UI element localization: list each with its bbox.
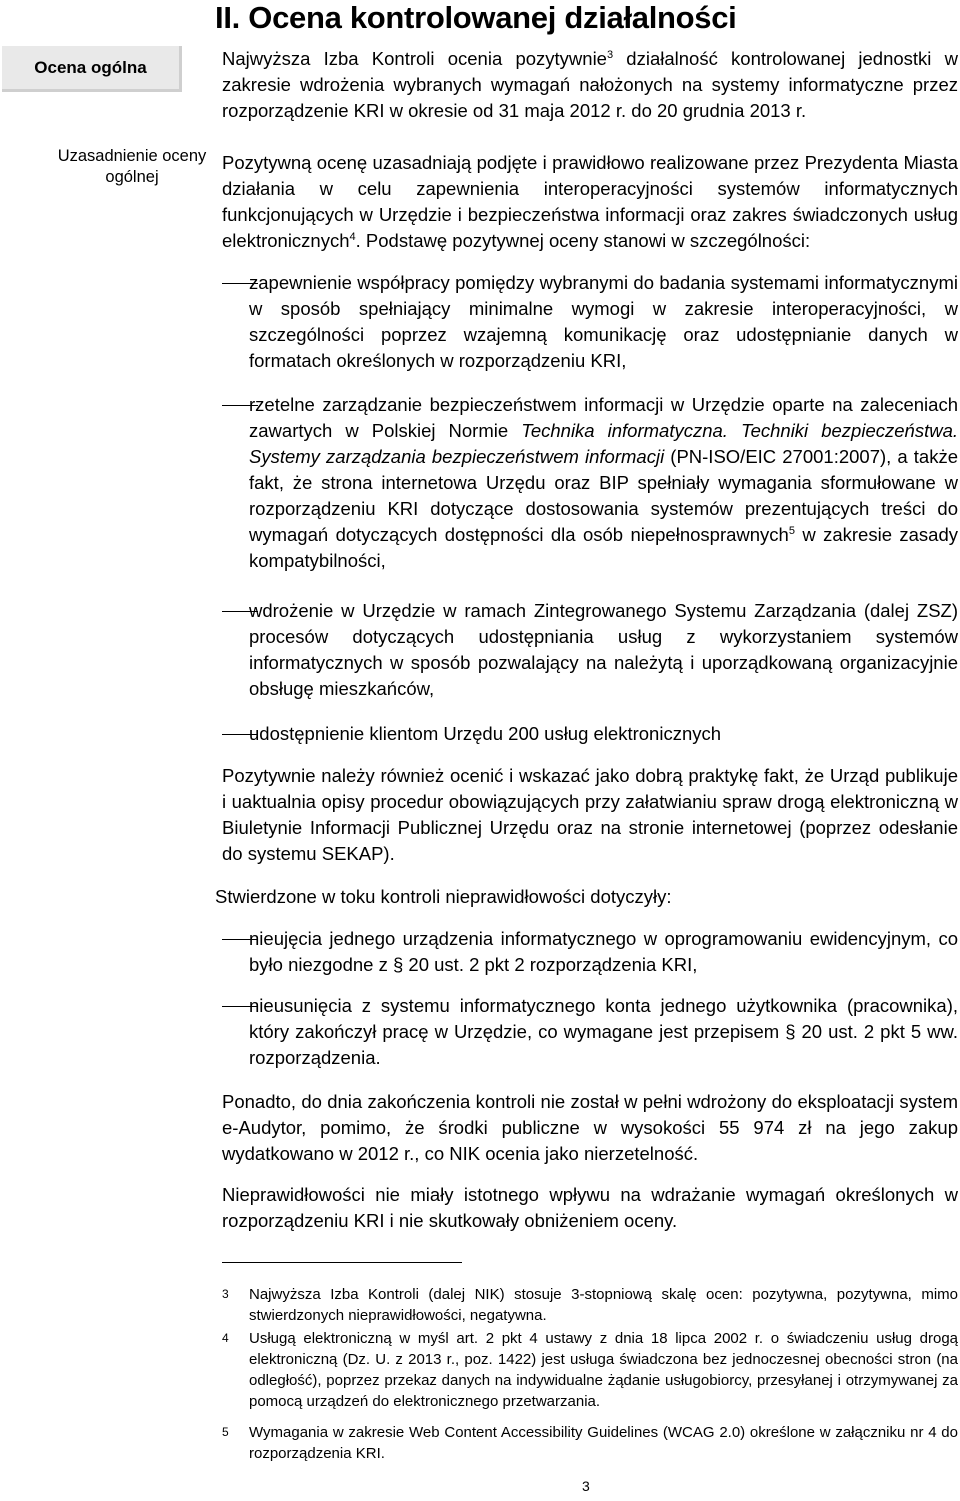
list-item: zapewnienie współpracy pomiędzy wybranymi do badania systemami informatycznymi w sposób spełniający minimalne wymogi w zakresie interoperacyjności, w szczególności poprzez wzajemną komunikację oraz udostępnianie danych w formatach określonych w rozporządzeniu KRI, <box>222 270 958 374</box>
footnote-number: 4 <box>222 1331 229 1345</box>
summary-label-box <box>2 46 182 92</box>
footnote-text: Wymagania w zakresie Web Content Accessibility Guidelines (WCAG 2.0) określone w załączniku nr 4 do rozporządzenia KRI. <box>249 1424 958 1462</box>
list-item: rzetelne zarządzanie bezpieczeństwem informacji w Urzędzie oparte na zaleceniach zawartych w Polskiej Normie Technika informatyczna. Techniki bezpieczeństwa. Systemy zarządzania bezpieczeństwem informacji (PN-ISO/EIC 27001:2007), a także fakt, że strona internetowa Urzędu oraz BIP spełniały wymagania sformułowane w rozporządzeniu KRI dotyczące dostosowania systemów prezentujących treści do wymagań dotyczących dostępności dla osób niepełnosprawnych$^5$ w zakresie zasady kompatybilności, <box>222 392 958 574</box>
dash-bullet <box>222 611 258 612</box>
justification-paragraph: Pozytywną ocenę uzasadniają podjęte i prawidłowo realizowane przez Prezydenta Miasta działania w celu zapewnienia interoperacyjności systemów informatycznych funkcjonujących w Urzędzie i bezpieczeństwa informacji oraz zakres świadczonych usług elektronicznych$^4$. Podstawę pozytywnej oceny stanowi w szczególności: <box>222 152 958 251</box>
list-item: nieusunięcia z systemu informatycznego konta jednego użytkownika (pracownika), który zakończył pracę w Urzędzie, co wymagane jest przepisem § 20 ust. 2 pkt 5 ww. rozporządzenia. <box>222 993 958 1071</box>
footnote-number: 3 <box>222 1287 229 1301</box>
dash-bullet <box>222 939 258 940</box>
footnote-ref-4: 4 <box>349 230 356 243</box>
footnote <box>222 1328 958 1412</box>
dash-bullet <box>222 283 258 284</box>
footnote-number: 5 <box>222 1425 229 1439</box>
dash-bullet <box>222 734 258 735</box>
footnote-ref-3: 3 <box>606 48 614 61</box>
footnote-ref-5: 5 <box>788 524 795 537</box>
good-practice-paragraph: Pozytywnie należy również ocenić i wskazać jako dobrą praktykę fakt, że Urząd publikuje i uaktualnia opisy procedur obowiązujących przy załatwianiu spraw drogą elektroniczną w Biuletynie Informacji Publicznej Urzędu oraz na stronie internetowej (poprzez odesłanie do systemu SEKAP). <box>222 765 958 864</box>
footnote <box>222 1284 958 1326</box>
footnote <box>222 1422 958 1464</box>
conclusion-paragraph-1: Ponadto, do dnia zakończenia kontroli nie został w pełni wdrożony do eksploatacji system e-Audytor, pomimo, że środki publiczne w wysokości 55 974 zł na jego zakup wydatkowano w 2012 r., co NIK ocenia jako nierzetelność. <box>222 1091 958 1164</box>
page-number: 3 <box>582 1478 590 1494</box>
list-item: udostępnienie klientom Urzędu 200 usług elektronicznych <box>222 721 958 747</box>
footnote-separator <box>222 1262 462 1263</box>
footnote-text: Usługą elektroniczną w myśl art. 2 pkt 4 ustawy z dnia 18 lipca 2002 r. o świadczeniu usług drogą elektroniczną (Dz. U. z 2013 r., poz. 1422) jest usługa świadczona bez jednoczesnej obecności stron (na odległość), poprzez przekaz danych na indywidualne żądanie usługobiorcy, przesyłanej i otrzymywanej za pomocą urządzeń do elektronicznego przetwarzania. <box>249 1330 958 1410</box>
dash-bullet <box>222 1006 258 1007</box>
justification-side-label: Uzasadnienie oceny ogólnej <box>57 147 207 186</box>
irregularities-heading: Stwierdzone w toku kontroli nieprawidłowości dotyczyły: <box>215 886 672 907</box>
conclusion-paragraph-2: Nieprawidłowości nie miały istotnego wpływu na wdrażanie wymagań określonych w rozporządzeniu KRI i nie skutkowały obniżeniem oceny. <box>222 1184 958 1231</box>
list-item: wdrożenie w Urzędzie w ramach Zintegrowanego Systemu Zarządzania (dalej ZSZ) procesów dotyczących udostępniania usług z wykorzystaniem systemów informatycznych w sposób pozwalający na należytą i uporządkowaną organizacyjnie obsługę mieszkańców, <box>222 598 958 702</box>
dash-bullet <box>222 405 258 406</box>
list-item: nieujęcia jednego urządzenia informatycznego w oprogramowaniu ewidencyjnym, co było niezgodne z § 20 ust. 2 pkt 2 rozporządzenia KRI, <box>222 926 958 978</box>
footnote-text: Najwyższa Izba Kontroli (dalej NIK) stosuje 3-stopniową skalę ocen: pozytywna, pozytywna, mimo stwierdzonych nieprawidłowości, negatywna. <box>249 1286 958 1324</box>
page-title: II. Ocena kontrolowanej działalności <box>215 0 737 35</box>
summary-label: Ocena ogólna <box>34 57 147 77</box>
intro-paragraph: Najwyższa Izba Kontroli ocenia pozytywnie$^3$ działalność kontrolowanej jednostki w zakresie wdrożenia wybranych wymagań nałożonych na systemy informatyczne przez rozporządzenie KRI w okresie od 31 maja 2012 r. do 20 grudnia 2013 r. <box>222 48 958 121</box>
